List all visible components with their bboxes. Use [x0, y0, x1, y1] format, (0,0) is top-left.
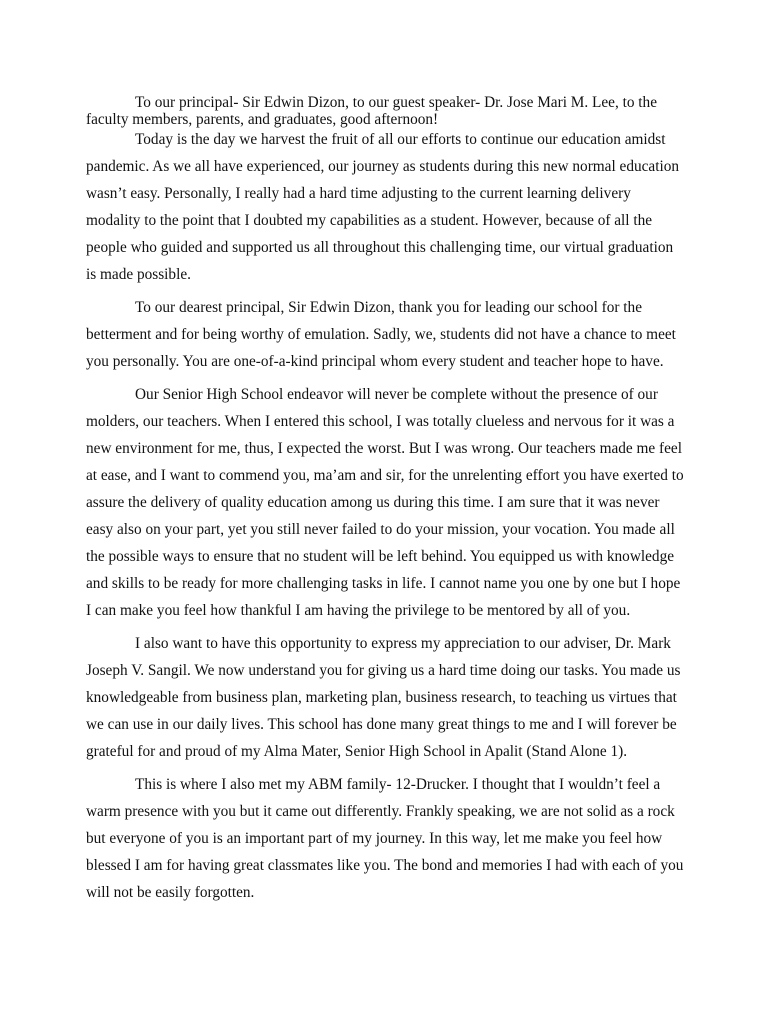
teachers-paragraph: Our Senior High School endeavor will never be complete without the presence of our molders, our teachers. When I entered this school, I was totally clueless and nervous for it was a new environment for me, thus, I expected the worst. But I was wrong. Our teachers made me feel at ease, and I want to commend you, ma’am and sir, for the unrelenting effort you have exerted to assure the delivery of quality education among us during this time. I am sure that it was never easy also on your part, yet you still never failed to do your mission, your vocation. You made all the possible ways to ensure that no student will be left behind. You equipped us with knowledge and skills to be ready for more challenging tasks in life. I cannot name you one by one but I hope I can make you feel how thankful I am having the privilege to be mentored by all of you.: [86, 386, 684, 619]
classmates-paragraph: This is where I also met my ABM family- 12-Drucker. I thought that I wouldn’t feel a warm presence with you but it came out differently. Frankly speaking, we are not solid as a rock but everyone of you is an important part of my journey. In this way, let me make you feel how blessed I am for having great classmates like you. The bond and memories I had with each of you will not be easily forgotten.: [86, 776, 684, 901]
principal-paragraph: To our dearest principal, Sir Edwin Dizon, thank you for leading our school for the betterment and for being worthy of emulation. Sadly, we, students did not have a chance to meet you personally. You are one-of-a-kind principal whom every student and teacher hope to have.: [86, 299, 676, 370]
intro-paragraph: Today is the day we harvest the fruit of all our efforts to continue our education amidst pandemic. As we all have experienced, our journey as students during this new normal education wasn’t easy. Personally, I really had a hard time adjusting to the current learning delivery modality to the point that I doubted my capabilities as a student. However, because of all the people who guided and supported us all throughout this challenging time, our virtual graduation is made possible.: [86, 131, 680, 283]
speech-body: [86, 94, 686, 906]
greeting-paragraph: To our principal- Sir Edwin Dizon, to our guest speaker- Dr. Jose Mari M. Lee, to the faculty members, parents, and graduates, good afternoon!: [86, 94, 657, 128]
adviser-paragraph: I also want to have this opportunity to express my appreciation to our adviser, Dr. Mark Joseph V. Sangil. We now understand you for giving us a hard time doing our tasks. You made us knowledgeable from business plan, marketing plan, business research, to teaching us virtues that we can use in our daily lives. This school has done many great things to me and I will forever be grateful for and proud of my Alma Mater, Senior High School in Apalit (Stand Alone 1).: [86, 635, 681, 760]
